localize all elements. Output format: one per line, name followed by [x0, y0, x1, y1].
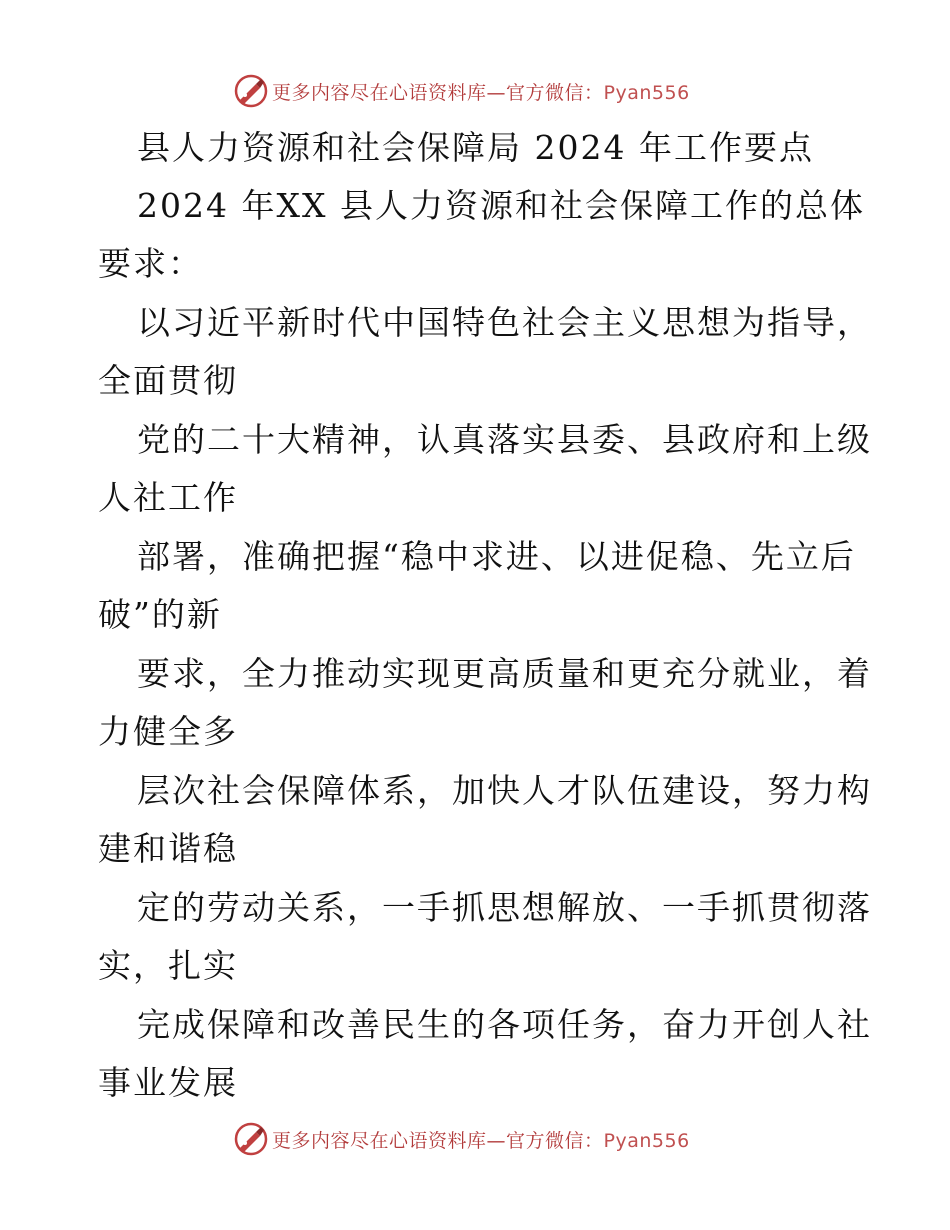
paragraph-line: 人社工作 — [98, 478, 238, 517]
paragraph-line: 党的二十大精神，认真落实县委、县政府和上级 — [137, 420, 872, 459]
paragraph-line: 建和谐稳 — [98, 829, 238, 868]
wechat-id: Pyan556 — [603, 82, 690, 104]
paragraph-line: 实，扎实 — [98, 946, 238, 985]
paragraph-line: 以习近平新时代中国特色社会主义思想为指导， — [137, 303, 872, 342]
watermark-text: 更多内容尽在心语资料库—官方微信：Pyan556 — [272, 82, 690, 104]
paragraph-line: 部署，准确把握“稳中求进、以进促稳、先立后 — [137, 537, 856, 576]
paragraph-line: 完成保障和改善民生的各项任务，奋力开创人社 — [137, 1005, 872, 1044]
header-watermark-banner — [0, 72, 950, 112]
wechat-id: Pyan556 — [603, 1130, 690, 1152]
paragraph-line: 要求，全力推动实现更高质量和更充分就业，着 — [137, 654, 872, 693]
paragraph-line: 全面贯彻 — [98, 361, 238, 400]
paragraph-line: 2024 年XX 县人力资源和社会保障工作的总体 — [137, 186, 865, 225]
paragraph-line: 力健全多 — [98, 712, 238, 751]
paragraph-line: 破”的新 — [98, 595, 222, 634]
paragraph-line: 要求： — [98, 244, 203, 283]
paragraph-line: 定的劳动关系，一手抓思想解放、一手抓贯彻落 — [137, 888, 872, 927]
footer-watermark-banner — [0, 1120, 950, 1160]
document-title: 县人力资源和社会保障局 2024 年工作要点 — [137, 128, 814, 167]
paragraph-line: 层次社会保障体系，加快人才队伍建设，努力构 — [137, 771, 872, 810]
pen-logo-icon — [234, 1122, 268, 1156]
watermark-text: 更多内容尽在心语资料库—官方微信：Pyan556 — [272, 1130, 690, 1152]
pen-logo-icon — [234, 74, 268, 108]
paragraph-line: 事业发展 — [98, 1063, 238, 1102]
